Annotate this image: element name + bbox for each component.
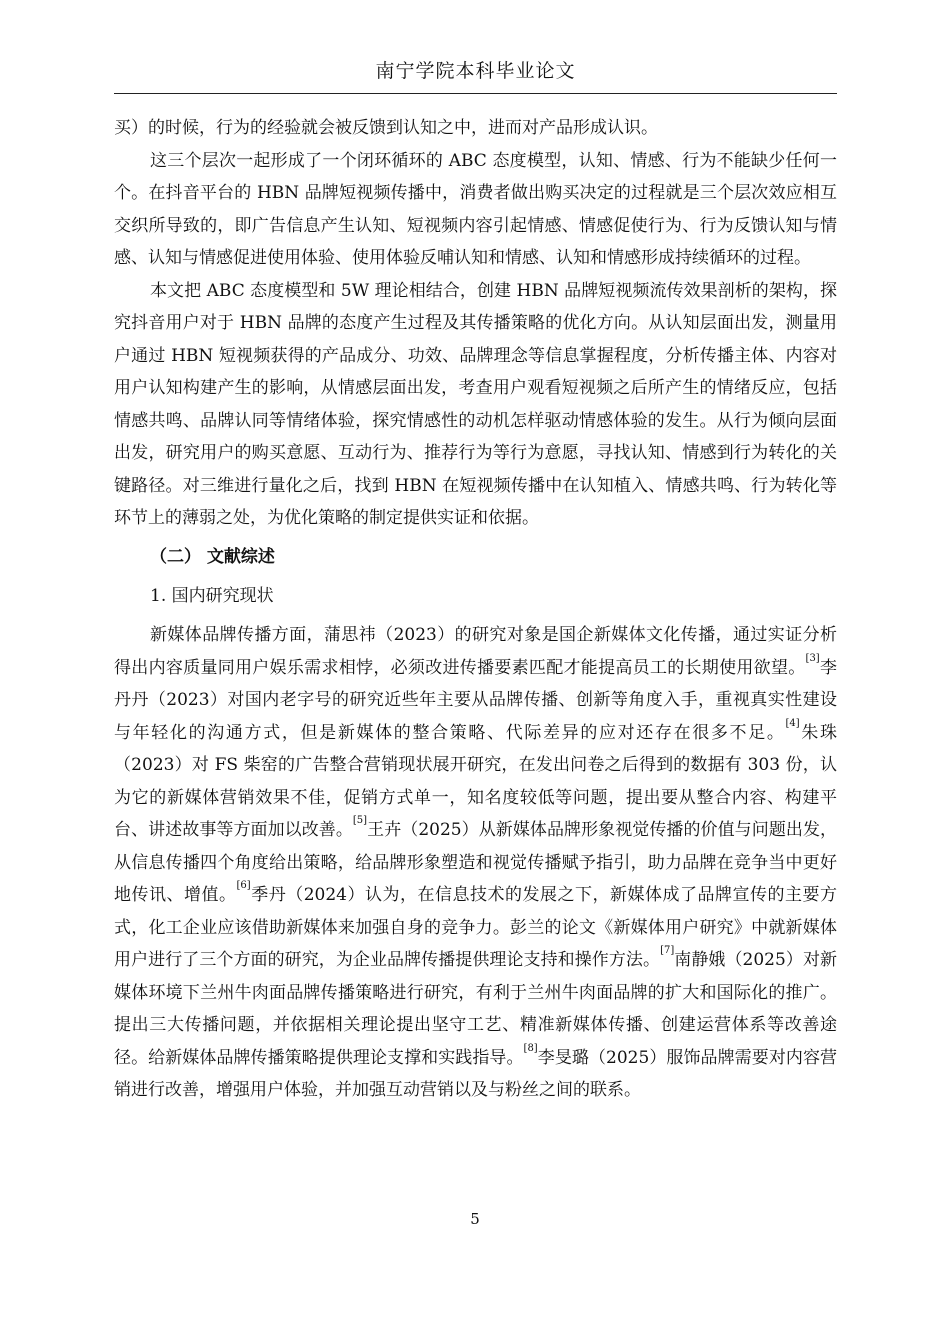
header-divider <box>114 93 837 94</box>
review-sentence: 朱珠（2023）对 FS 柴窑的广告整合营销现状展开研究，在发出问卷之后得到的数据有 303 份，认为它的新媒体营销效果不佳，促销方式单一，知名度较低等问题，提出要从整合内容、构建平台、讲述故事等方面加以改善。 <box>114 722 838 841</box>
paragraph-framework: 本文把 ABC 态度模型和 5W 理论相结合，创建 HBN 品牌短视频流传效果剖析的架构，探究抖音用户对于 HBN 品牌的态度产生过程及其传播策略的优化方向。从认知层面出发，测量用户通过 HBN 短视频获得的产品成分、功效、品牌理念等信息掌握程度，分析传播主体、内容对用户认知构建产生的影响，从情感层面出发，考查用户观看短视频之后所产生的情绪反应，包括情感共鸣、品牌认同等情绪体验，探究情感性的动机怎样驱动情感体验的发生。从行为倾向层面出发，研究用户的购买意愿、互动行为、推荐行为等行为意愿，寻找认知、情感到行为转化的关键路径。对三维进行量化之后，找到 HBN 在短视频传播中在认知植入、情感共鸣、行为转化等环节上的薄弱之处，为优化策略的制定提供实证和依据。 <box>114 280 837 528</box>
citation-mark: [8] <box>523 1042 538 1054</box>
citation-mark: [6] <box>236 880 251 892</box>
document-body <box>114 112 837 1107</box>
review-sentence: 新媒体品牌传播方面，蒲思祎（2023）的研究对象是国企新媒体文化传播，通过实证分析得出内容质量同用户娱乐需求相悖，必须改进传播要素匹配才能提高员工的长期使用欲望。 <box>114 625 837 678</box>
citation-mark: [3] <box>805 652 820 664</box>
review-sentence: 李丹丹（2023）对国内老字号的研究近些年主要从品牌传播、创新等角度入手，重视真实性建设与年轻化的沟通方式，但是新媒体的整合策略、代际差异的应对还存在很多不足。 <box>114 657 838 743</box>
citation-mark: [5] <box>352 815 368 827</box>
paragraph-continued: 买）的时候，行为的经验就会被反馈到认知之中，进而对产品形成认识。 <box>114 118 658 138</box>
citation-mark: [4] <box>785 717 800 729</box>
paragraph-literature-review <box>114 619 837 1107</box>
subsection-heading-domestic-research: 1. 国内研究现状 <box>150 586 274 607</box>
review-sentence: 李旻璐（2025）服饰品牌需要对内容营销进行改善，增强用户体验，并加强互动营销以及与粉丝之间的联系。 <box>114 1047 838 1101</box>
paragraph-abc-model: 这三个层次一起形成了一个闭环循环的 ABC 态度模型，认知、情感、行为不能缺少任何一个。在抖音平台的 HBN 品牌短视频传播中，消费者做出购买决定的过程就是三个层次效应相互交织所导致的，即广告信息产生认知、短视频内容引起情感、情感促使行为、行为反馈认知与情感、认知与情感促进使用体验、使用体验反哺认知和情感、认知和情感形成持续循环的过程。 <box>114 150 837 268</box>
citation-mark: [7] <box>660 945 675 957</box>
page-number: 5 <box>470 1210 480 1228</box>
section-heading-literature-review: （二） 文献综述 <box>150 547 275 568</box>
page-header-title: 南宁学院本科毕业论文 <box>375 60 576 82</box>
review-sentence: 南静娥（2025）对新媒体环境下兰州牛肉面品牌传播策略进行研究，有利于兰州牛肉面品牌的扩大和国际化的推广。提出三大传播问题，并依据相关理论提出坚守工艺、精准新媒体传播、创建运营体系等改善途径。给新媒体品牌传播策略提供理论支撑和实践指导。 <box>114 950 838 1068</box>
review-sentence: 季丹（2024）认为，在信息技术的发展之下，新媒体成了品牌宣传的主要方式，化工企业应该借助新媒体来加强自身的竞争力。彭兰的论文《新媒体用户研究》中就新媒体用户进行了三个方面的研究，为企业品牌传播提供理论支持和操作方法。 <box>114 885 838 971</box>
review-sentence: 王卉（2025）从新媒体品牌形象视觉传播的价值与问题出发，从信息传播四个角度给出策略，给品牌形象塑造和视觉传播赋予指引，助力品牌在竞争当中更好地传讯、增值。 <box>114 820 838 906</box>
